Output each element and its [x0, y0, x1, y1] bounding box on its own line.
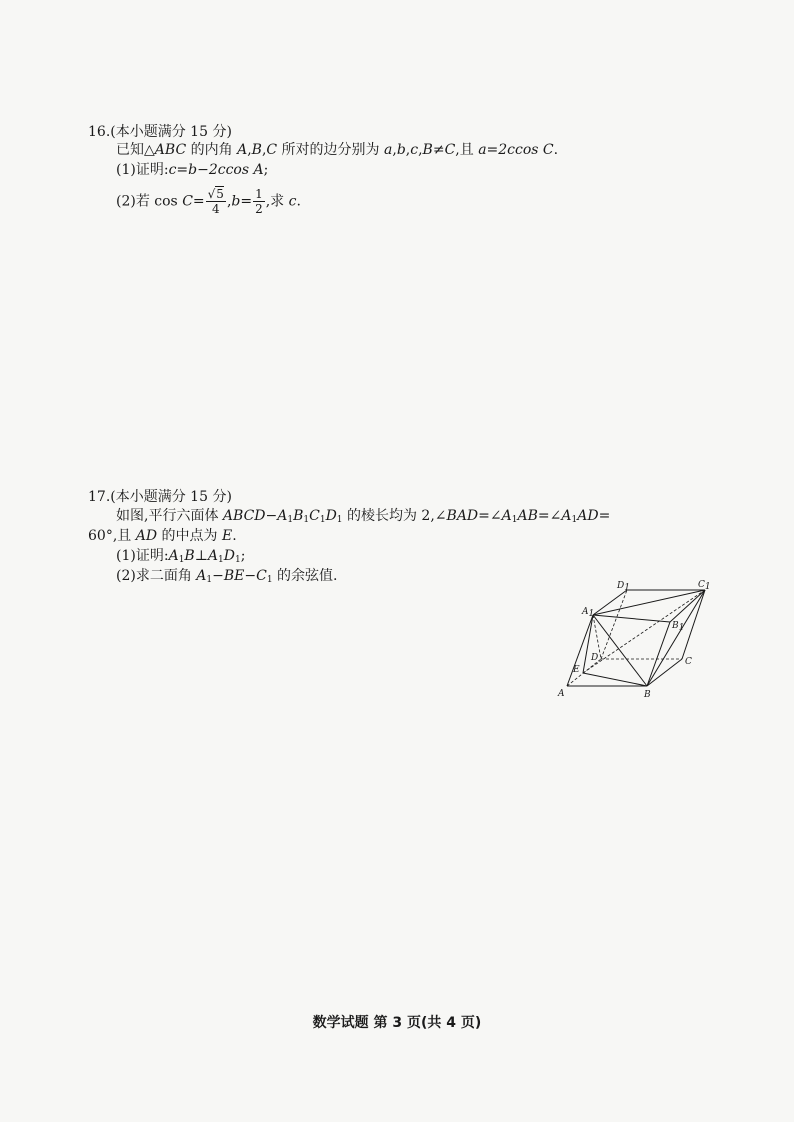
q17-part1: (1)证明$:A_1B\perp A_1D_1$; — [116, 548, 246, 565]
q17-stem-line2: 60°,且 AD 的中点为 E. — [88, 528, 237, 544]
segment-B-C1 — [647, 590, 705, 686]
fraction-sqrt5-over-4: $\frac{√5}{4}$ — [207, 187, 224, 216]
label-A1: A1 — [582, 607, 595, 619]
edge-A1-B1 — [593, 615, 670, 622]
parallelepiped-figure — [555, 572, 720, 707]
label-A: A — [558, 689, 565, 699]
hidden-edge-D-D1 — [601, 590, 627, 659]
label-B: B — [644, 690, 651, 700]
label-C1: C1 — [698, 580, 711, 592]
fraction-one-half: $\frac{1}{2}$ — [255, 187, 263, 216]
q16-part2: (2)若 cos C= $\frac{√5}{4}$ ,b= $\frac{1}{2}$ ,求 c. — [116, 187, 301, 216]
q17-header: 17.(本小题满分 15 分) — [88, 489, 232, 505]
q16-part1: (1)证明:c=b−2ccos A; — [116, 162, 269, 178]
q17-part2: (2)求二面角 $A_1-BE-C_1$ 的余弦值. — [116, 568, 338, 585]
q17-stem-line1: 如图,平行六面体 $ABCD-A_1B_1C_1D_1$ 的棱长均为 $2,\angle BAD=\angle A_1AB=\angle A_1AD=$ — [116, 508, 611, 525]
q16-stem: 已知△ABC 的内角 A,B,C 所对的边分别为 a,b,c,B≠C,且 a=2ccos C. — [116, 142, 559, 158]
label-C: C — [685, 657, 692, 667]
segment-B-E — [583, 673, 647, 686]
segment-A1-B — [593, 615, 647, 686]
segment-A1-E — [583, 615, 593, 673]
label-D1: D1 — [617, 581, 630, 593]
label-E: E — [573, 665, 580, 675]
q16-header: 16.(本小题满分 15 分) — [88, 124, 232, 140]
page-footer: 数学试题 第 3 页(共 4 页) — [312, 1015, 482, 1031]
label-B1: B1 — [672, 621, 685, 633]
label-D: D — [591, 653, 599, 663]
